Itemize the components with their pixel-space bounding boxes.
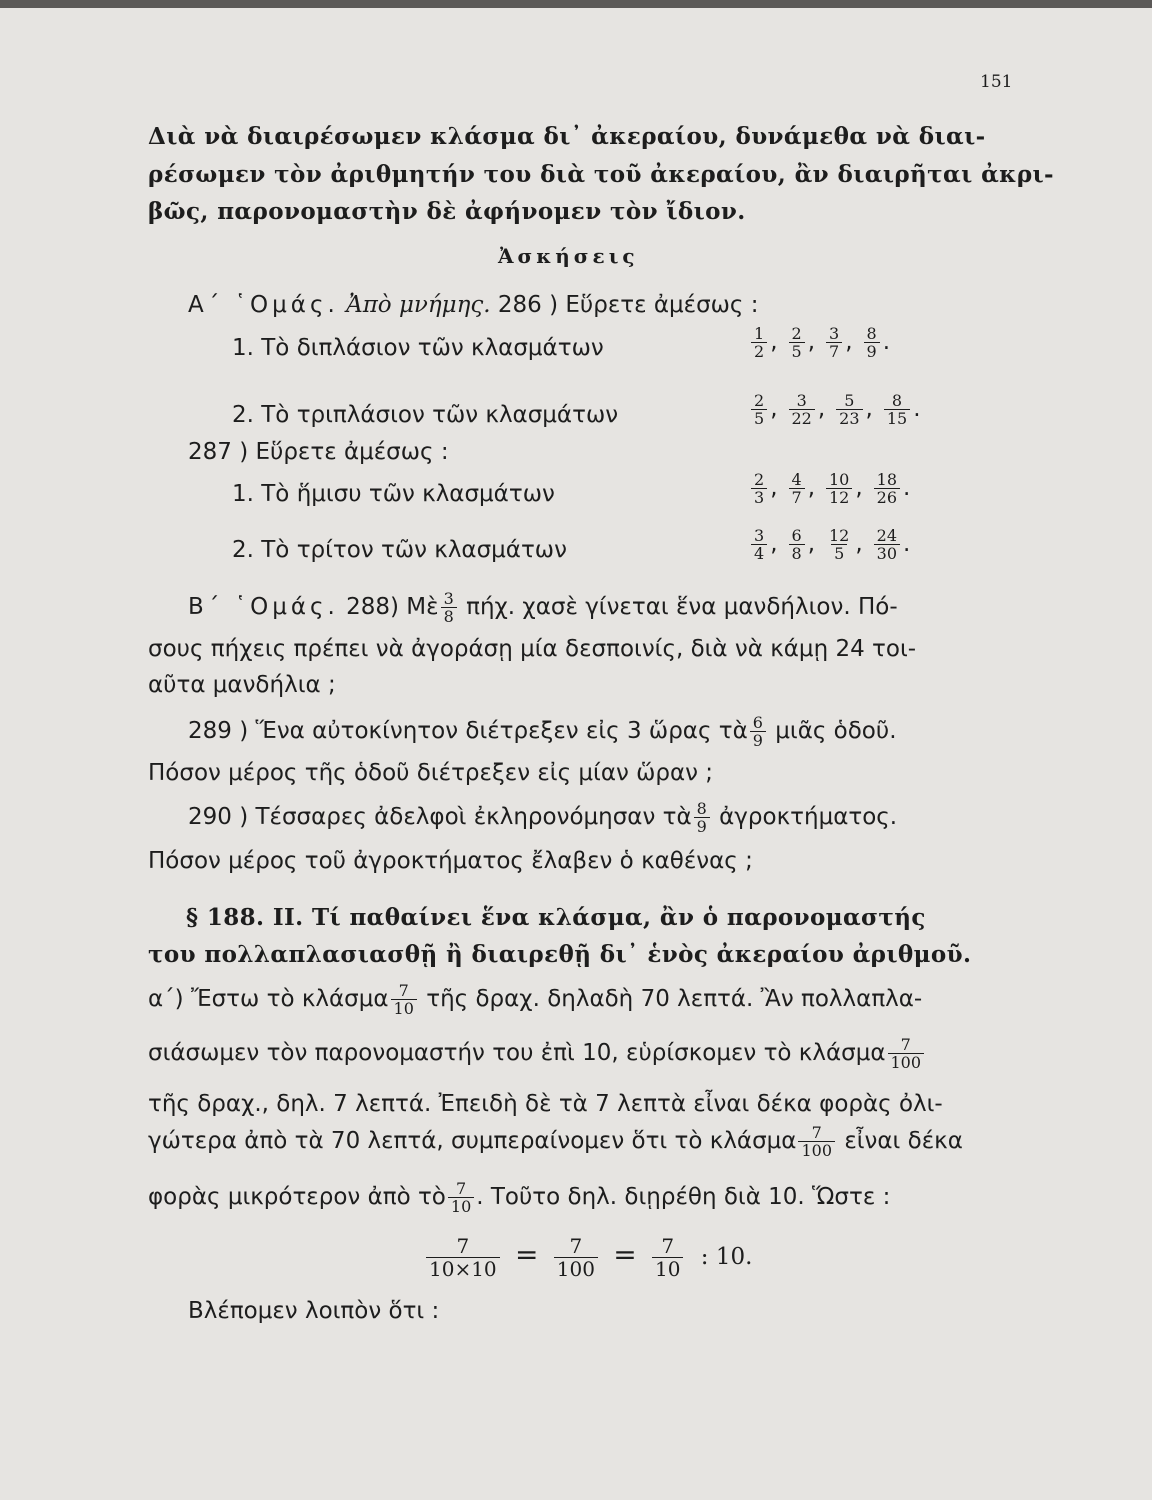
fraction-denominator: 3	[751, 488, 767, 506]
section-text-2a: σιάσωμεν τὸν παρονομαστήν του ἐπὶ 10, εὑρίσκομεν τὸ κλάσμα	[148, 1040, 886, 1066]
separator: .	[903, 475, 911, 501]
fraction-denominator: 10	[448, 1197, 474, 1215]
separator: ,	[807, 531, 815, 557]
fraction-denominator: 5	[789, 342, 805, 360]
exercise-289-text-b: μιᾶς ὁδοῦ.	[775, 718, 897, 744]
exercise-290-text-a: 290 ) Τέσσαρες ἀδελφοὶ ἐκληρονόμησαν τὰ	[188, 804, 692, 830]
exercises-title: Ἀσκήσεις	[498, 244, 639, 268]
fraction-numerator: 7	[456, 1234, 470, 1258]
separator: ,	[770, 531, 778, 557]
fraction-denominator: 8	[441, 607, 457, 625]
fraction	[826, 471, 852, 506]
separator: ,	[855, 475, 863, 501]
fraction	[789, 392, 815, 427]
fraction-numerator: 2	[754, 470, 765, 489]
fraction	[836, 392, 862, 427]
fraction-denominator: 10×10	[426, 1257, 500, 1280]
fraction-7-10-b	[448, 1180, 474, 1215]
fraction-7-100	[888, 1036, 925, 1071]
fraction-denominator: 10	[391, 999, 417, 1017]
exercise-288-line-2: σους πήχεις πρέπει νὰ ἀγοράσῃ μία δεσποινίς, διὰ νὰ κάμῃ 24 τοι-	[148, 636, 917, 662]
fraction-denominator: 12	[826, 488, 852, 506]
section-text-line-5	[148, 1180, 890, 1215]
separator: ,	[865, 396, 873, 422]
fraction	[789, 325, 805, 360]
fraction	[751, 392, 767, 427]
exercise-288-text-b: πήχ. χασὲ γίνεται ἕνα μανδήλιον. Πό-	[466, 594, 898, 620]
fraction-denominator: 15	[884, 409, 910, 427]
fraction-numerator: 7	[900, 1035, 911, 1054]
eq-fraction-1	[426, 1235, 500, 1280]
section-text-line-1	[148, 982, 922, 1017]
fraction-numerator: 8	[866, 324, 877, 343]
fraction-denominator: 100	[554, 1257, 598, 1280]
separator: ,	[770, 396, 778, 422]
exercise-287-item-1: 1. Τὸ ἥμισυ τῶν κλασμάτων	[232, 481, 555, 507]
equals-sign-2: =	[613, 1238, 637, 1271]
fraction-numerator: 18	[876, 470, 898, 489]
section-text-4a: γώτερα ἀπὸ τὰ 70 λεπτά, συμπεραίνομεν ὅτι τὸ κλάσμα	[148, 1128, 797, 1154]
fraction-numerator: 8	[696, 799, 707, 818]
fraction-3-8	[441, 590, 457, 625]
page-number: 151	[980, 72, 1013, 92]
fraction-denominator: 22	[789, 409, 815, 427]
fraction	[874, 527, 900, 562]
fraction-numerator: 7	[661, 1234, 675, 1258]
exercise-288-line-1	[188, 590, 898, 625]
eq-divisor: : 10.	[700, 1244, 753, 1270]
fraction-denominator: 30	[874, 544, 900, 562]
fraction	[826, 527, 852, 562]
group-a-label: Α΄ ῾Ομάς.	[188, 292, 339, 318]
fraction-denominator: 26	[874, 488, 900, 506]
exercise-286-item-1: 1. Τὸ διπλάσιον τῶν κλασμάτων	[232, 335, 604, 361]
fraction	[864, 325, 880, 360]
separator: ,	[807, 475, 815, 501]
fraction	[874, 471, 900, 506]
equals-sign-1: =	[514, 1238, 539, 1271]
fraction-numerator: 6	[791, 526, 802, 545]
fraction-numerator: 1	[754, 324, 765, 343]
fraction	[789, 527, 805, 562]
fraction-denominator: 100	[798, 1141, 835, 1159]
exercise-288-line-3: αῦτα μανδήλια ;	[148, 672, 336, 698]
fraction	[826, 325, 842, 360]
fraction	[751, 527, 767, 562]
fraction-denominator: 9	[694, 817, 710, 835]
fraction	[884, 392, 910, 427]
fraction	[751, 325, 767, 360]
fraction-numerator: 6	[752, 713, 763, 732]
fraction-numerator: 3	[443, 589, 454, 608]
fraction-numerator: 24	[876, 526, 898, 545]
fraction-numerator: 8	[891, 391, 903, 410]
fraction-denominator: 2	[751, 342, 767, 360]
fraction-numerator: 10	[829, 470, 850, 489]
exercise-287-item-2: 2. Τὸ τρίτον τῶν κλασμάτων	[232, 537, 567, 563]
exercise-289-line-1	[188, 714, 897, 749]
fraction-numerator: 4	[791, 470, 802, 489]
fraction-denominator: 4	[751, 544, 767, 562]
fraction-denominator: 5	[831, 544, 847, 562]
fraction-denominator: 10	[652, 1257, 683, 1280]
fraction-numerator: 7	[811, 1123, 822, 1142]
eq-fraction-3	[652, 1235, 683, 1280]
rule-line-3: βῶς, παρονομαστὴν δὲ ἀφήνομεν τὸν ἴδιον.	[148, 198, 746, 225]
fraction-denominator: 8	[789, 544, 805, 562]
fraction-numerator: 3	[829, 324, 840, 343]
group-a-heading	[188, 290, 759, 320]
fraction-numerator: 7	[455, 1179, 467, 1198]
fraction-8-9	[694, 800, 710, 835]
fraction-denominator: 23	[836, 409, 862, 427]
group-a-subtitle: Ἀπὸ μνήμης.	[346, 292, 491, 318]
exercise-289-line-2: Πόσον μέρος τῆς ὁδοῦ διέτρεξεν εἰς μίαν ὥραν ;	[148, 760, 714, 786]
section-text-1b: τῆς δραχ. δηλαδὴ 70 λεπτά. Ἂν πολλαπλα-	[426, 986, 923, 1012]
section-text-5a: φορὰς μικρότερον ἀπὸ τὸ	[148, 1184, 446, 1210]
separator: ,	[845, 329, 853, 355]
item-2-fractions	[748, 392, 929, 427]
section-text-last: Βλέπομεν λοιπὸν ὅτι :	[188, 1298, 440, 1324]
fraction-numerator: 2	[791, 324, 802, 343]
fraction-numerator: 7	[398, 981, 409, 1000]
exercise-288-text-a: 288) Μὲ	[346, 594, 439, 620]
fraction-denominator: 7	[789, 488, 805, 506]
fraction-7-100-b	[798, 1124, 835, 1159]
equation	[424, 1232, 752, 1280]
fraction-numerator: 5	[844, 391, 855, 410]
separator: .	[882, 329, 890, 355]
section-text-5b: . Τοῦτο δηλ. διῃρέθη διὰ 10. Ὥστε :	[476, 1184, 891, 1210]
fraction-numerator: 12	[829, 526, 850, 545]
section-text-4b: εἶναι δέκα	[844, 1128, 963, 1154]
separator: .	[913, 396, 921, 422]
fraction-denominator: 9	[750, 731, 766, 749]
fraction-numerator: 7	[569, 1234, 583, 1258]
fraction-denominator: 100	[888, 1053, 925, 1071]
section-text-line-3: τῆς δραχ., δηλ. 7 λεπτά. Ἐπειδὴ δὲ τὰ 7 λεπτὰ εἶναι δέκα φορὰς ὀλι-	[148, 1091, 943, 1117]
fraction-denominator: 7	[826, 342, 842, 360]
exercise-290-line-1	[188, 800, 897, 835]
group-b-label: Β΄ ῾Ομάς.	[188, 594, 339, 620]
fraction-denominator: 9	[864, 342, 880, 360]
fraction-7-10	[391, 982, 417, 1017]
exercise-290-line-2: Πόσον μέρος τοῦ ἀγροκτήματος ἔλαβεν ὁ καθένας ;	[148, 848, 753, 874]
fraction-6-9	[750, 714, 766, 749]
rule-line-2: ρέσωμεν τὸν ἀριθμητήν του διὰ τοῦ ἀκεραίου, ἂν διαιρῆται ἀκρι-	[148, 161, 1054, 188]
separator: ,	[807, 329, 815, 355]
separator: .	[903, 531, 911, 557]
exercise-286-item-2: 2. Τὸ τριπλάσιον τῶν κλασμάτων	[232, 402, 619, 428]
exercise-286-intro: 286 ) Εὕρετε ἀμέσως :	[497, 292, 759, 318]
fraction-numerator: 3	[754, 526, 765, 545]
exercise-287-intro: 287 ) Εὕρετε ἀμέσως :	[188, 439, 449, 465]
eq-fraction-2	[554, 1235, 598, 1280]
section-text-1a: α΄) Ἔστω τὸ κλάσμα	[148, 986, 389, 1012]
rule-line-1: Διὰ νὰ διαιρέσωμεν κλάσμα δι᾿ ἀκεραίου, δυνάμεθα νὰ διαι-	[148, 123, 986, 150]
fraction	[789, 471, 805, 506]
section-heading-line-2: του πολλαπλασιασθῇ ἢ διαιρεθῇ δι᾿ ἑνὸς ἀκεραίου ἀριθμοῦ.	[148, 941, 972, 968]
section-text-line-2	[148, 1036, 926, 1071]
separator: ,	[770, 329, 778, 355]
separator: ,	[770, 475, 778, 501]
fraction-numerator: 3	[796, 391, 807, 410]
item-3-fractions	[748, 471, 918, 506]
section-text-line-4	[148, 1124, 963, 1159]
separator: ,	[817, 396, 826, 422]
fraction	[751, 471, 767, 506]
fraction-numerator: 2	[754, 391, 765, 410]
separator: ,	[855, 531, 863, 557]
section-heading-line-1: § 188. ΙΙ. Τί παθαίνει ἕνα κλάσμα, ἂν ὁ παρονομαστής	[186, 904, 926, 931]
fraction-denominator: 5	[751, 409, 767, 427]
item-4-fractions	[748, 527, 918, 562]
exercise-289-text-a: 289 ) Ἕνα αὐτοκίνητον διέτρεξεν εἰς 3 ὥρας τὰ	[188, 718, 748, 744]
item-1-fractions	[748, 325, 898, 360]
exercise-290-text-b: ἀγροκτήματος.	[719, 804, 898, 830]
